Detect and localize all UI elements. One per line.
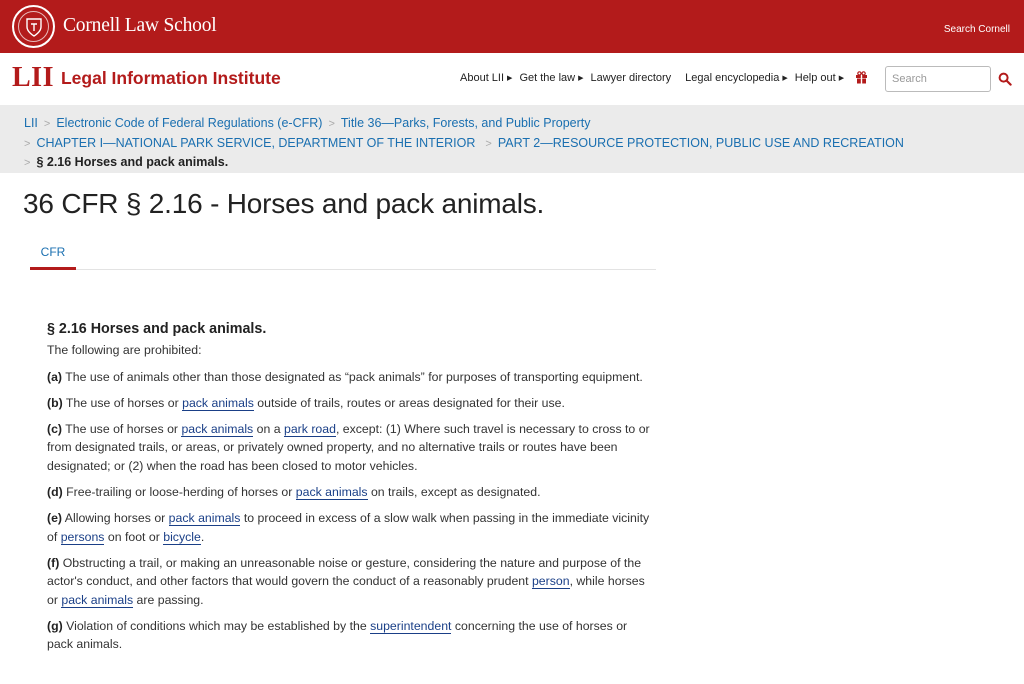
nav-legal-encyclopedia[interactable]	[685, 72, 788, 84]
nav-lawyer-directory[interactable]	[590, 72, 671, 84]
paragraph-text: are passing.	[133, 592, 204, 607]
paragraph-c	[47, 420, 652, 475]
breadcrumb-line	[24, 114, 1024, 134]
search-icon[interactable]	[998, 72, 1012, 86]
paragraph-text: concerning the use of horses or pack animals.	[47, 618, 628, 652]
paragraph-text: on trails, except as designated.	[367, 485, 541, 500]
search-cornell-link[interactable]: Search Cornell	[943, 24, 1010, 35]
paragraph-label: (d)	[47, 485, 63, 500]
breadcrumb-ecfr[interactable]: Electronic Code of Federal Regulations (e-CFR)	[56, 116, 323, 130]
section-heading: § 2.16 Horses and pack animals.	[47, 321, 267, 337]
term-link-superintendent[interactable]: superintendent	[370, 618, 452, 633]
cornell-law-school-link[interactable]: Cornell Law School	[63, 15, 217, 36]
term-link-pack-animals[interactable]: pack animals	[168, 511, 241, 526]
nav-help-out[interactable]	[795, 72, 844, 84]
lii-mark: LII	[12, 62, 54, 93]
lii-title: Legal Information Institute	[60, 68, 281, 88]
paragraph-text: outside of trails, routes or areas designated for their use.	[253, 395, 565, 410]
caret-right-icon: ▶	[507, 75, 513, 82]
nav-item-label: Legal encyclopedia	[685, 72, 780, 84]
term-link-person[interactable]: person	[531, 574, 570, 589]
term-link-persons[interactable]: persons	[60, 529, 105, 544]
paragraph-text: The use of horses or	[65, 395, 183, 410]
nav-about-lii[interactable]	[460, 72, 512, 84]
cornell-header	[0, 0, 1024, 53]
lii-header	[0, 53, 1024, 105]
tab-cfr[interactable]: CFR	[30, 241, 76, 270]
paragraph-text: , except: (1) Where such travel is necessary to cross to or from designated trails, or areas, or privately owned property, and no alternative trails or routes have been designated; or (2) when the road has been closed to motor vehicles.	[47, 422, 650, 473]
paragraph-text: on foot or	[104, 529, 164, 544]
breadcrumb-separator: >	[328, 118, 335, 130]
main-nav	[460, 72, 851, 84]
nav-item-label: About LII	[460, 72, 505, 84]
breadcrumb-title-36[interactable]: Title 36—Parks, Forests, and Public Property	[340, 116, 591, 130]
paragraph-text: on a	[253, 422, 284, 437]
caret-right-icon: ▶	[782, 75, 788, 82]
section-intro: The following are prohibited:	[47, 343, 202, 358]
paragraph-label: (b)	[47, 395, 63, 410]
paragraph-label: (e)	[47, 511, 63, 526]
nav-get-the-law[interactable]	[519, 72, 583, 84]
tab-bar	[30, 241, 656, 270]
page-title: 36 CFR § 2.16 - Horses and pack animals.	[23, 188, 545, 219]
term-link-park-road[interactable]: park road	[283, 422, 336, 437]
paragraph-text: Free-trailing or loose-herding of horses or	[66, 485, 296, 500]
search-input[interactable]	[885, 66, 991, 92]
breadcrumb-line	[24, 134, 1024, 154]
paragraph-text: The use of animals other than those designated as “pack animals” for purposes of transporting equipment.	[65, 369, 643, 384]
paragraph-label: (g)	[47, 618, 63, 633]
nav-item-label: Help out	[794, 72, 836, 84]
breadcrumb-lii[interactable]: LII	[24, 116, 38, 130]
paragraph-e	[47, 509, 652, 546]
breadcrumb-separator: >	[485, 137, 492, 150]
regulation-content	[47, 320, 652, 661]
paragraph-text: to proceed in excess of a slow walk when passing in the immediate vicinity of	[47, 511, 650, 544]
breadcrumb	[0, 105, 1024, 173]
paragraph-f	[47, 554, 652, 609]
paragraph-a	[47, 368, 652, 386]
breadcrumb-separator: >	[43, 118, 51, 130]
paragraph-b	[47, 394, 652, 412]
paragraph-text: , while horses or	[47, 574, 645, 607]
caret-right-icon: ▶	[838, 75, 845, 82]
term-link-pack-animals[interactable]: pack animals	[182, 395, 254, 410]
breadcrumb-separator: >	[24, 157, 31, 169]
term-link-pack-animals[interactable]: pack animals	[295, 485, 368, 500]
paragraph-label: (f)	[47, 555, 60, 570]
breadcrumb-current: § 2.16 Horses and pack animals.	[36, 155, 229, 169]
paragraph-text: The use of horses or	[65, 422, 182, 437]
paragraph-text: .	[200, 529, 205, 544]
term-link-bicycle[interactable]: bicycle	[163, 529, 201, 544]
gift-icon[interactable]	[855, 71, 868, 84]
breadcrumb-separator: >	[24, 137, 31, 150]
paragraph-text: Allowing horses or	[64, 511, 169, 526]
nav-item-label: Lawyer directory	[590, 72, 672, 84]
lii-logo[interactable]	[12, 64, 281, 92]
paragraph-text: Obstructing a trail, or making an unreasonable noise or gesture, considering the nature and purpose of the actor's conduct, and other factors that would govern the conduct of a reasonably prudent	[47, 555, 642, 589]
breadcrumb-line	[24, 153, 1024, 173]
caret-right-icon: ▶	[578, 75, 584, 82]
term-link-pack-animals[interactable]: pack animals	[61, 592, 134, 607]
nav-item-label: Get the law	[519, 72, 576, 84]
paragraph-label: (a)	[47, 369, 63, 384]
cornell-seal-icon[interactable]	[12, 5, 55, 48]
paragraph-text: Violation of conditions which may be established by the	[66, 618, 371, 633]
breadcrumb-chapter-i[interactable]: CHAPTER I—NATIONAL PARK SERVICE, DEPARTMENT OF THE INTERIOR	[36, 135, 476, 150]
paragraph-label: (c)	[47, 422, 63, 437]
paragraph-d	[47, 483, 652, 501]
breadcrumb-part-2[interactable]: PART 2—RESOURCE PROTECTION, PUBLIC USE AND RECREATION	[497, 135, 904, 150]
paragraph-g	[47, 617, 652, 654]
term-link-pack-animals[interactable]: pack animals	[181, 422, 254, 437]
